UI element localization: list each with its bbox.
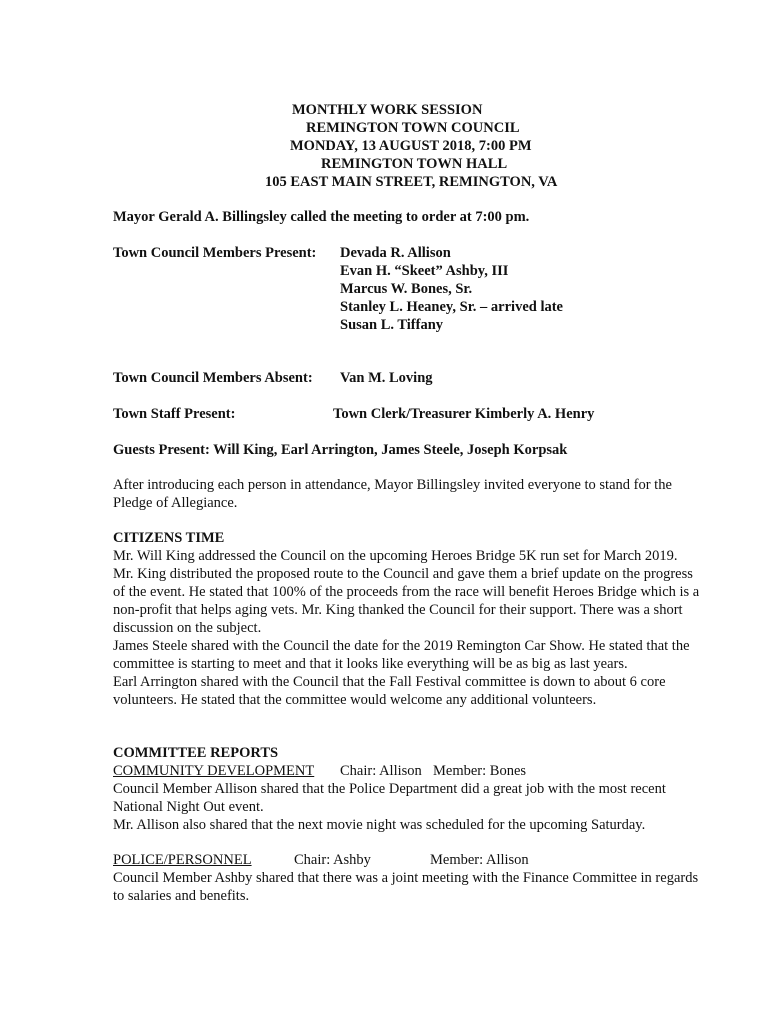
call-to-order: Mayor Gerald A. Billingsley called the meeting to order at 7:00 pm. [113,209,530,225]
text-line: of the event. He stated that 100% of the proceeds from the race will benefit Heroes Bridge which is a [113,584,700,600]
staff-value: Town Clerk/Treasurer Kimberly A. Henry [333,406,595,422]
text-line: Mr. King distributed the proposed route to the Council and gave them a brief update on the progress [113,566,693,582]
police-committee-name: POLICE/PERSONNEL [113,852,252,868]
police-chair: Chair: Ashby [294,852,371,868]
text-line: discussion on the subject. [113,620,262,636]
header-title: MONTHLY WORK SESSION [292,102,483,118]
header-date: MONDAY, 13 AUGUST 2018, 7:00 PM [290,138,532,154]
text-line: Mr. Will King addressed the Council on the upcoming Heroes Bridge 5K run set for March 2019. [113,548,678,564]
present-member: Marcus W. Bones, Sr. [340,281,473,297]
committee-heading: COMMITTEE REPORTS [113,745,279,761]
text-line: James Steele shared with the Council the date for the 2019 Remington Car Show. He stated that the [113,638,690,654]
citizens-paragraph [113,547,733,709]
header-council: REMINGTON TOWN COUNCIL [306,120,520,136]
text-line: committee is starting to meet and that it looks like everything will be as big as last years. [113,656,628,672]
text-line: to salaries and benefits. [113,888,250,904]
text-line: Council Member Allison shared that the Police Department did a great job with the most recent [113,781,666,797]
present-member: Susan L. Tiffany [340,317,444,333]
text-line: After introducing each person in attendance, Mayor Billingsley invited everyone to stand for the [113,477,672,493]
absent-member: Van M. Loving [340,370,433,386]
community-paragraph [113,780,733,834]
text-line: Earl Arrington shared with the Council that the Fall Festival committee is down to about 6 core [113,674,666,690]
header-venue: REMINGTON TOWN HALL [321,156,508,172]
staff-label: Town Staff Present: [113,406,236,422]
text-line: volunteers. He stated that the committee would welcome any additional volunteers. [113,692,597,708]
police-paragraph [113,869,733,905]
present-member: Evan H. “Skeet” Ashby, III [340,263,509,279]
guests-present: Guests Present: Will King, Earl Arrington, James Steele, Joseph Korpsak [113,442,568,458]
text-line: Mr. Allison also shared that the next movie night was scheduled for the upcoming Saturday. [113,817,646,833]
text-line: non-profit that helps aging vets. Mr. King thanked the Council for their support. There was a short [113,602,683,618]
header-address: 105 EAST MAIN STREET, REMINGTON, VA [265,174,558,190]
police-member: Member: Allison [430,852,529,868]
present-label: Town Council Members Present: [113,245,317,261]
absent-label: Town Council Members Absent: [113,370,313,386]
community-committee-name: COMMUNITY DEVELOPMENT [113,763,315,779]
present-member: Stanley L. Heaney, Sr. – arrived late [340,299,563,315]
pledge-paragraph [113,476,733,512]
text-line: Council Member Ashby shared that there was a joint meeting with the Finance Committee in regards [113,870,699,886]
community-chair: Chair: Allison [340,763,422,779]
community-member: Member: Bones [433,763,527,779]
text-line: Pledge of Allegiance. [113,495,238,511]
text-line: National Night Out event. [113,799,264,815]
present-member: Devada R. Allison [340,245,451,261]
citizens-heading: CITIZENS TIME [113,530,225,546]
